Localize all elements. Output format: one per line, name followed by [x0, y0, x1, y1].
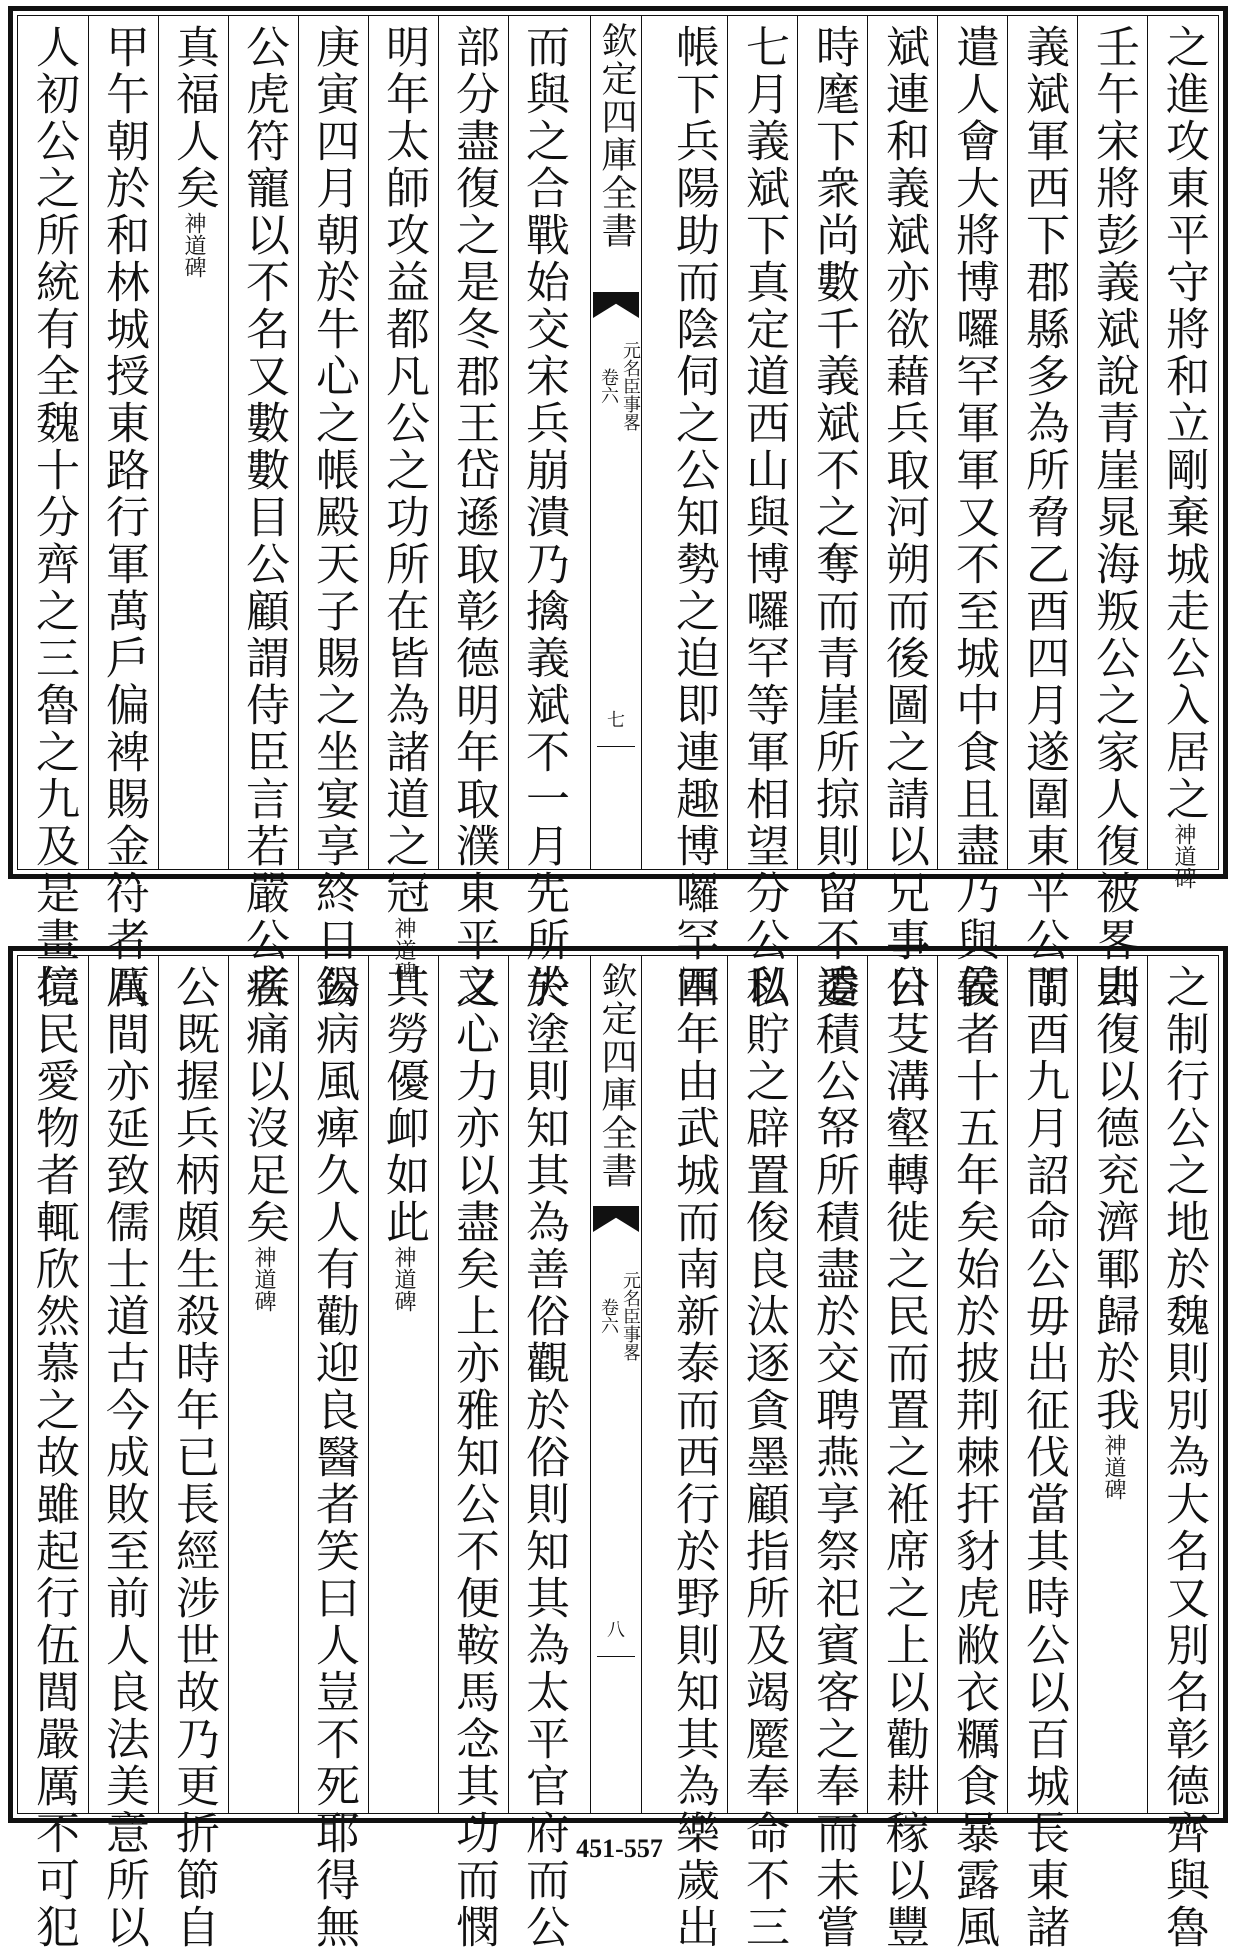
text-column: 斌連和義斌亦欲藉兵取河朔而後圖之請以兄事公: [878, 24, 929, 1011]
banner-volume: 元名臣事畧 卷六: [598, 1271, 641, 1361]
source-note: 神道碑: [1101, 1434, 1126, 1500]
column-rule: [797, 16, 798, 869]
source-note: 神道碑: [391, 917, 416, 983]
column-rule: [158, 16, 159, 869]
text-column: 七月義斌下真定道西山與博囉罕等軍相望分公以: [738, 24, 789, 1011]
banner-page-number: 八: [607, 1620, 625, 1641]
top-page-frame: [17, 15, 1219, 1011]
text-column: 日芟溝壑轉徙之民而置之袵席之上以勸耕稼以豐: [878, 964, 929, 1951]
text-column: 而與之合戰始交宋兵崩潰乃擒義斌不一月先所失: [518, 24, 569, 1011]
text-column: 公病風痺久人有勸迎良醫者笑曰人豈不死耶得無: [308, 964, 359, 1951]
source-note: 神道碑: [391, 1246, 416, 1312]
text-column: 庚寅四月朝於牛心之帳殿天子賜之坐宴享終日錫: [308, 24, 359, 1011]
column-rule: [1147, 956, 1148, 1813]
text-column: 壬午宋將彭義斌說青崖晁海叛公之家人復被畧去: [1088, 24, 1139, 1011]
text-column: 侯者十五年矣始於披荆棘扞豺虎敝衣糲食暴露風: [948, 964, 999, 1951]
column-rule: [937, 16, 938, 869]
column-rule: [727, 956, 728, 1813]
text-column: 帳下兵陽助而陰伺之公知勢之迫即連趣博囉罕軍: [668, 24, 719, 1011]
page-banner: [590, 956, 642, 1813]
page-footer-number: 451-557: [576, 1834, 663, 1863]
column-rule: [228, 956, 229, 1813]
banner-title: 欽定四庫全書: [596, 962, 637, 1190]
top-page: [8, 6, 1228, 1011]
text-column: 之制行公之地於魏則別為大名又別名彰德齊與魯: [1158, 964, 1209, 1951]
text-column: 遣人會大將博囉罕軍軍又不至城中食且盡乃與義: [948, 24, 999, 1011]
text-column: 部分盡復之是冬郡王岱遜取彰德明年取濮東平又: [448, 24, 499, 1011]
column-rule: [438, 956, 439, 1813]
text-column: 疾痛以沒足矣神道碑: [238, 964, 289, 1312]
column-rule: [1147, 16, 1148, 869]
banner-volume: 元名臣事畧 卷六: [598, 341, 641, 431]
column-rule: [438, 16, 439, 869]
text-column: 其勞優卹如此神道碑: [378, 964, 429, 1312]
column-rule: [508, 16, 509, 869]
column-rule: [88, 956, 89, 1813]
text-column: 四年由武城而南新泰而西行於野則知其為樂歲出: [668, 964, 719, 1951]
source-note: 神道碑: [251, 1246, 276, 1312]
column-rule: [88, 16, 89, 869]
column-rule: [937, 956, 938, 1813]
column-rule: [1077, 956, 1078, 1813]
text-column: 丁酉九月詔命公毋出征伐當其時公以百城長東諸: [1018, 964, 1069, 1951]
text-column: 委積公帑所積盡於交聘燕享祭祀賓客之奉而未嘗: [808, 964, 859, 1951]
banner-rule: [597, 746, 635, 747]
column-rule: [867, 956, 868, 1813]
column-rule: [298, 956, 299, 1813]
text-column: 則復以德兖濟鄆歸於我神道碑: [1088, 964, 1139, 1500]
column-rule: [368, 956, 369, 1813]
column-rule: [867, 16, 868, 869]
column-rule: [1077, 16, 1078, 869]
column-rule: [368, 16, 369, 869]
column-rule: [1007, 956, 1008, 1813]
source-note: 神道碑: [1171, 823, 1196, 889]
column-rule: [727, 16, 728, 869]
page-banner: [590, 16, 642, 869]
text-column: 義斌軍西下郡縣多為所脅乙酉四月遂圍東平公間: [1018, 24, 1069, 1011]
column-rule: [298, 16, 299, 869]
column-rule: [158, 956, 159, 1813]
fish-tail-mark: [593, 292, 639, 318]
banner-title: 欽定四庫全書: [596, 22, 637, 250]
text-column: 之進攻東平守將和立剛棄城走公入居之神道碑: [1158, 24, 1209, 889]
column-rule: [1007, 16, 1008, 869]
text-column: 公虎符寵以不名又數數目公顧謂侍臣言若嚴公者: [238, 24, 289, 1011]
text-column: 公既握兵柄頗生殺時年已長經涉世故乃更折節自: [168, 964, 219, 1951]
text-column: 明年太師攻益都凡公之功所在皆為諸道之冠神道碑: [378, 24, 429, 983]
text-column: 仁民愛物者輒欣然慕之故雖起行伍閭嚴厲不可犯: [28, 964, 79, 1951]
text-column: 時麾下衆尚數千義斌不之奪而青崖所掠則留不遣: [808, 24, 859, 1011]
text-column: 於塗則知其為善俗觀於俗則知其為太平官府而公: [518, 964, 569, 1951]
banner-page-number: 七: [607, 710, 625, 731]
fish-tail-mark: [593, 1206, 639, 1232]
text-column: 之心力亦以盡矣上亦雅知公不便鞍馬念其功而憫: [448, 964, 499, 1951]
text-column: 甲午朝於和林城授東路行軍萬戶偏裨賜金符者八: [98, 24, 149, 1011]
banner-rule: [597, 1656, 635, 1657]
text-column: 厲間亦延致儒士道古今成敗至前人良法美意所以: [98, 964, 149, 1951]
column-rule: [228, 16, 229, 869]
text-column: 私貯之辟置俊良汰逐貪墨顧指所及竭蹷奉命不三: [738, 964, 789, 1951]
column-rule: [508, 956, 509, 1813]
source-note: 神道碑: [181, 212, 206, 278]
column-rule: [797, 956, 798, 1813]
text-column: 真福人矣神道碑: [168, 24, 219, 278]
text-column: 人初公之所統有全魏十分齊之三魯之九及是畫境: [28, 24, 79, 1011]
